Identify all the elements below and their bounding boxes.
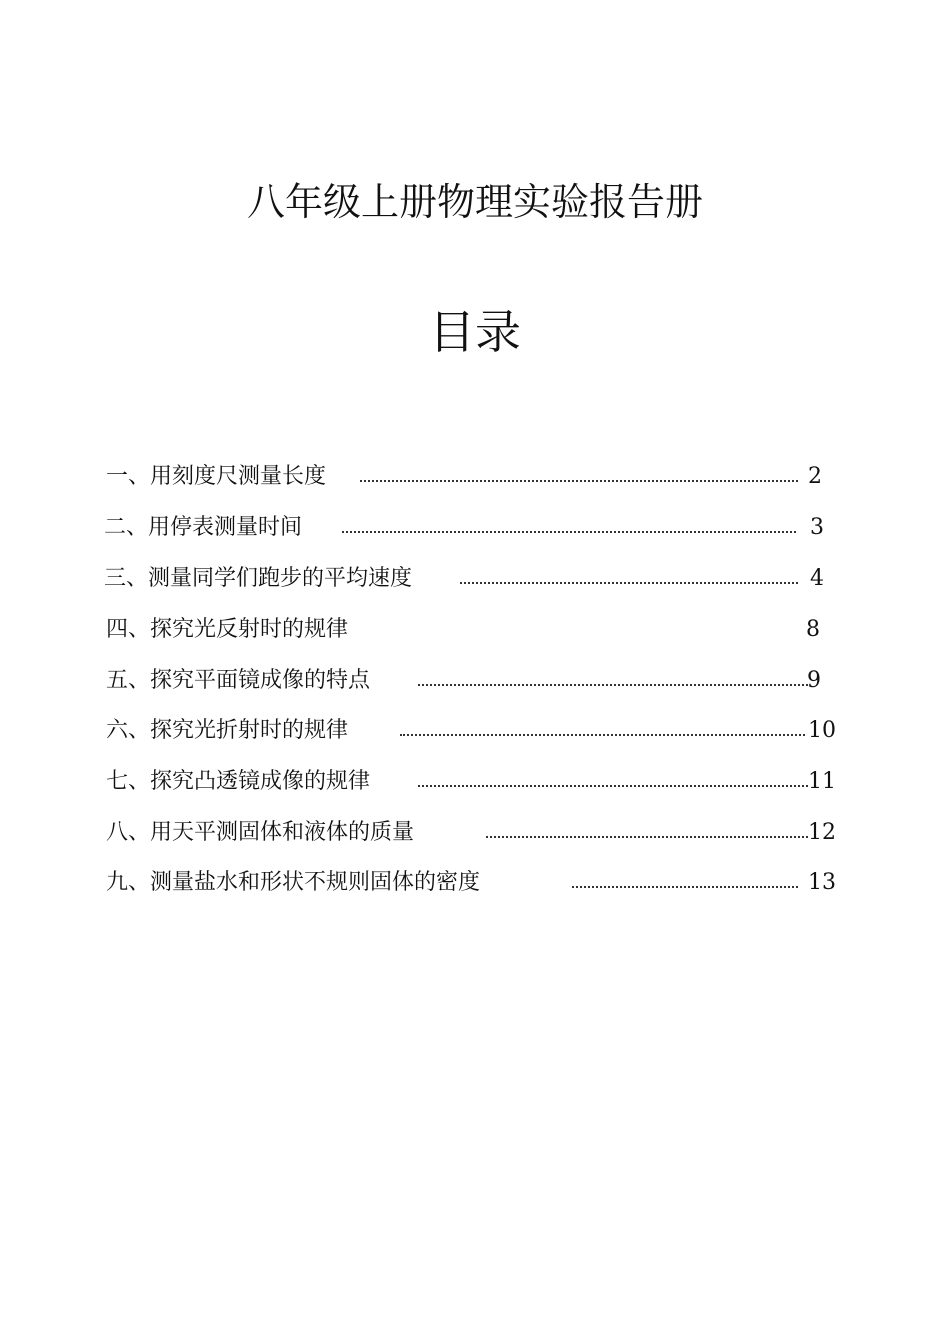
toc-dot-leader — [360, 480, 798, 482]
toc-entry-page-number: 9 — [807, 668, 821, 693]
toc-entry-title: 三、测量同学们跑步的平均速度 — [104, 566, 413, 591]
toc-entry[interactable] — [0, 715, 950, 747]
toc-entry-page-number: 13 — [808, 870, 836, 895]
toc-entry[interactable] — [0, 665, 950, 697]
toc-dot-leader — [418, 684, 808, 686]
toc-entry-title: 一、用刻度尺测量长度 — [106, 464, 327, 489]
toc-entry-title: 五、探究平面镜成像的特点 — [106, 668, 371, 693]
toc-entry-page-number: 10 — [808, 718, 836, 743]
toc-entry-page-number: 12 — [808, 820, 836, 845]
toc-dot-leader — [342, 531, 796, 533]
toc-entry-page-number: 4 — [810, 566, 824, 591]
toc-entry-title: 二、用停表测量时间 — [104, 515, 303, 540]
toc-entry-page-number: 2 — [808, 464, 822, 489]
toc-entry[interactable] — [0, 563, 950, 595]
toc-dot-leader — [418, 785, 808, 787]
toc-heading: 目录 — [429, 305, 521, 359]
toc-entry[interactable] — [0, 512, 950, 544]
toc-entry-page-number: 3 — [810, 515, 824, 540]
toc-entry-title: 九、测量盐水和形状不规则固体的密度 — [106, 870, 481, 895]
toc-dot-leader — [460, 582, 798, 584]
toc-entry[interactable] — [0, 614, 950, 646]
toc-entry-page-number: 8 — [806, 617, 820, 642]
toc-entry-title: 四、探究光反射时的规律 — [106, 617, 349, 642]
document-title: 八年级上册物理实验报告册 — [246, 180, 703, 224]
toc-entry[interactable] — [0, 817, 950, 849]
toc-dot-leader — [400, 734, 805, 736]
toc-entry-page-number: 11 — [808, 769, 836, 794]
toc-entry-title: 六、探究光折射时的规律 — [106, 718, 349, 743]
toc-entry[interactable] — [0, 766, 950, 798]
toc-entry-title: 七、探究凸透镜成像的规律 — [106, 769, 371, 794]
toc-dot-leader — [486, 836, 808, 838]
toc-dot-leader — [572, 886, 798, 888]
toc-entry[interactable] — [0, 867, 950, 899]
toc-entry-title: 八、用天平测固体和液体的质量 — [106, 820, 415, 845]
toc-entry[interactable] — [0, 461, 950, 493]
